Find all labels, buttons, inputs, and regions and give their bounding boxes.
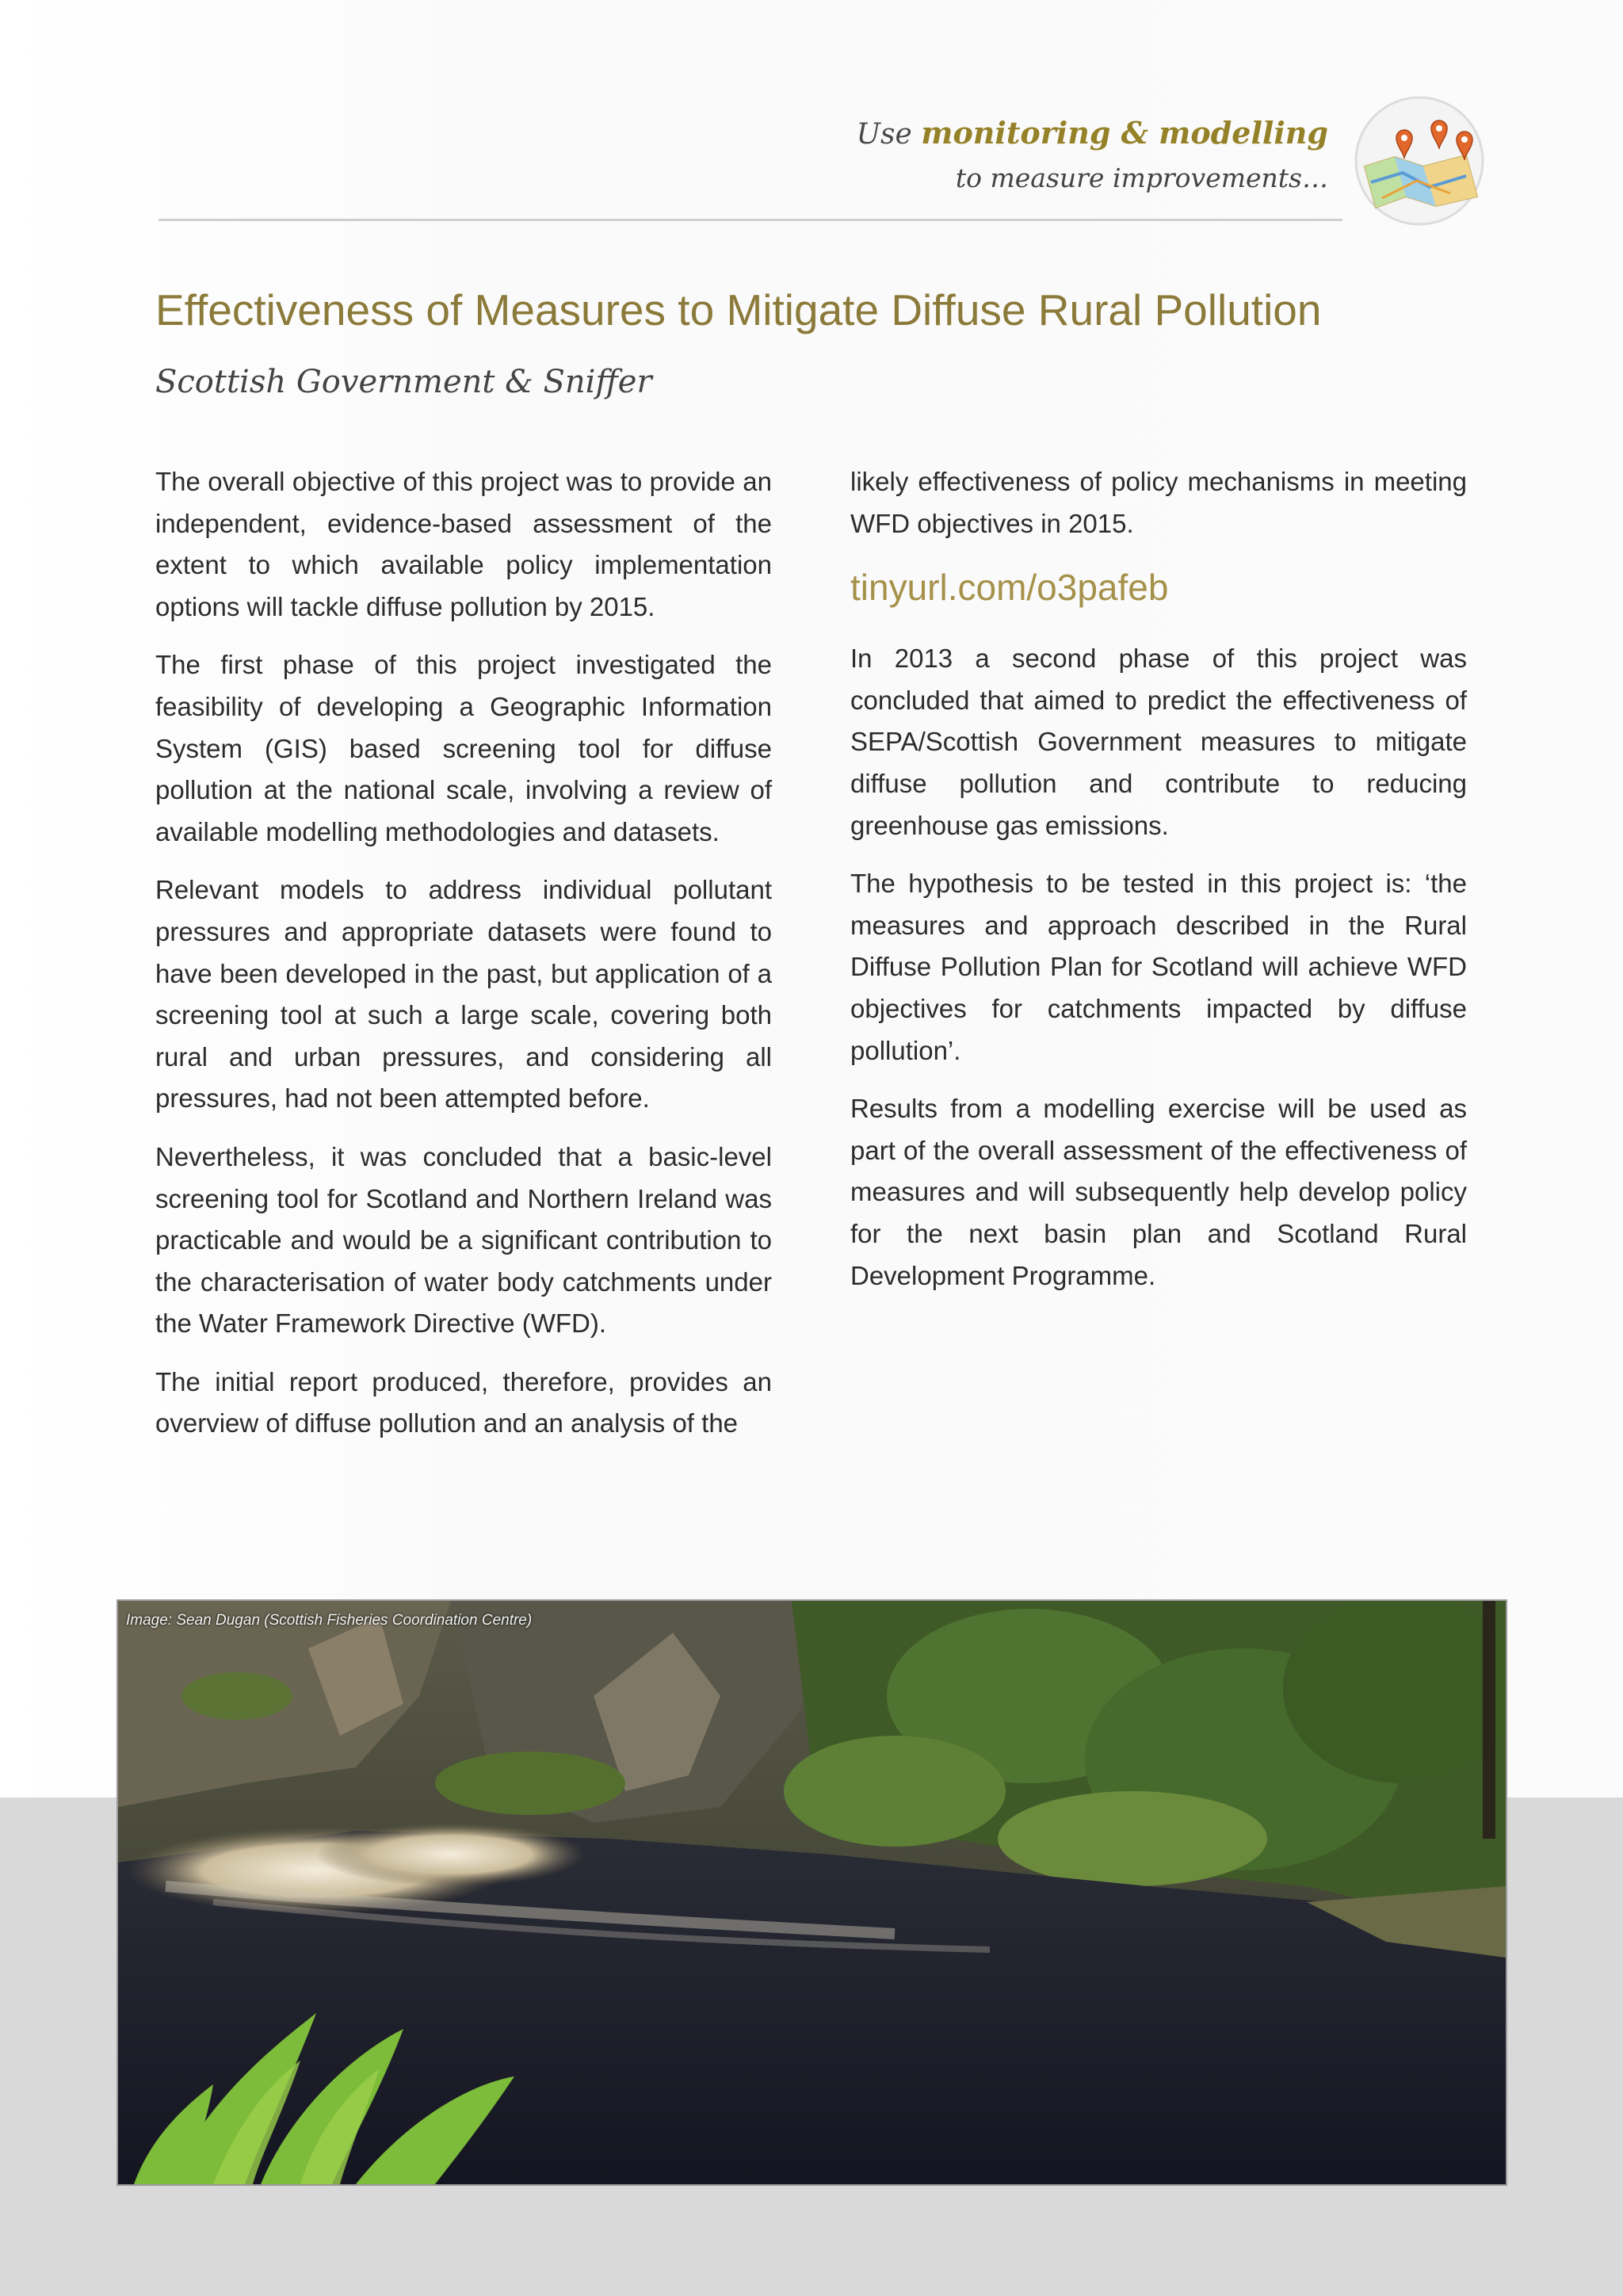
header-divider (158, 219, 1342, 221)
photo-credit: Image: Sean Dugan (Scottish Fisheries Coordination Centre) (126, 1612, 533, 1629)
page-subtitle: Scottish Government & Sniffer (155, 364, 652, 400)
tagline-line-1 (857, 111, 1328, 157)
paragraph: In 2013 a second phase of this project was concluded that aimed to predict the effectiveness of SEPA/Scottish Government measures to mitigate diffuse pollution and contribute to reducing greenhouse gas emissions. (850, 644, 1467, 840)
tagline-prefix: Use (856, 118, 912, 151)
paragraph: The initial report produced, therefore, provides an overview of diffuse pollution and an analysis of the (155, 1366, 772, 1438)
left-column (155, 461, 772, 1461)
tagline-highlight: monitoring & modelling (921, 115, 1328, 151)
river-waterfall-photo (116, 1599, 1507, 2186)
tagline-line-2: to measure improvements… (955, 162, 1328, 193)
paragraph: Relevant models to address individual pollutant pressures and appropriate datasets were found to have been developed in the past, but application of a screening tool at such a large scale, covering both rural and urban pressures, and considering all pressures, had not been attempted before. (155, 875, 772, 1114)
page-title: Effectiveness of Measures to Mitigate Diffuse Rural Pollution (155, 285, 1322, 334)
paragraph: likely effectiveness of policy mechanisms in meeting WFD objectives in 2015. (850, 467, 1467, 538)
paragraph: The hypothesis to be tested in this project is: ‘the measures and approach described in the Rural Diffuse Pollution Plan for Scotland will achieve WFD objectives for catchments impacted by diffuse pollution’. (850, 869, 1467, 1065)
paragraph: Nevertheless, it was concluded that a basic-level screening tool for Scotland and Northern Ireland was practicable and would be a significant contribution to the characterisation of water body catchments under the Water Framework Directive (WFD). (155, 1141, 772, 1339)
right-column (850, 461, 1467, 1313)
header-tagline (857, 111, 1328, 200)
report-link[interactable]: tinyurl.com/o3pafeb (850, 567, 1169, 609)
paragraph: The first phase of this project investigated the feasibility of developing a Geographic Information System (GIS) based screening tool for diffuse pollution at the national scale, involving a review of available modelling methodologies and datasets. (155, 650, 772, 846)
map-pins-icon (1347, 94, 1491, 228)
paragraph: The overall objective of this project was to provide an independent, evidence-based assessment of the extent to which available policy implementation options will tackle diffuse pollution by 2015. (155, 467, 772, 621)
paragraph: Results from a modelling exercise will be used as part of the overall assessment of the effectiveness of measures and will subsequently help develop policy for the next basin plan and Scotland Rural Development Programme. (850, 1094, 1467, 1290)
